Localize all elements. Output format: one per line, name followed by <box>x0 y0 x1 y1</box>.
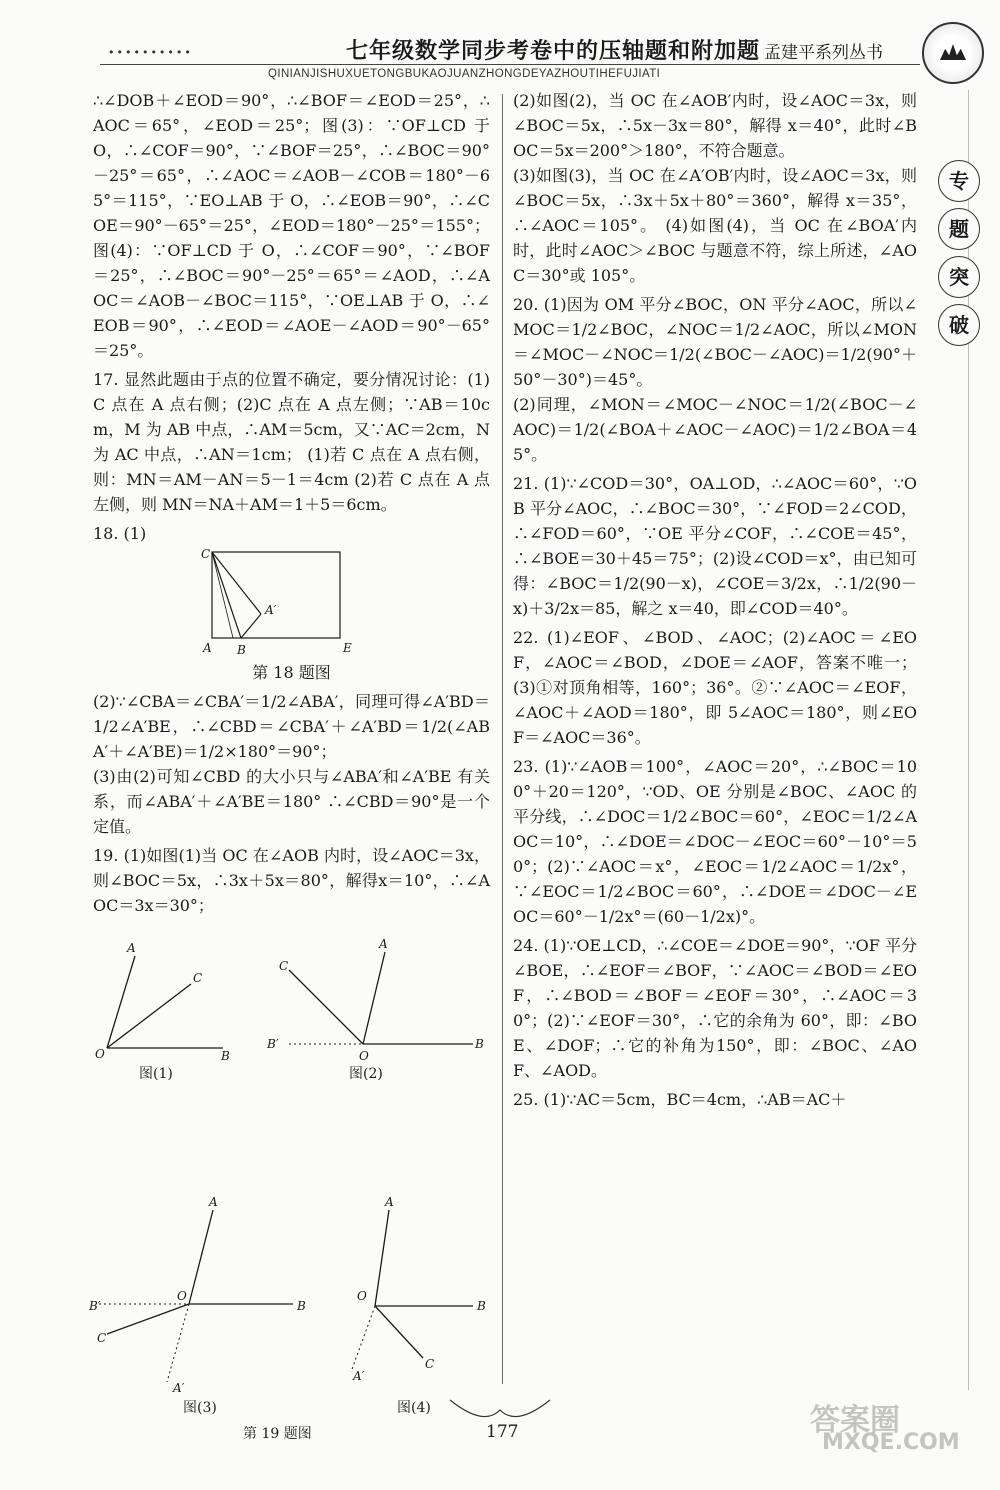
fig18-label-b: B <box>237 643 246 657</box>
fig19-4-label-c: C <box>425 1357 435 1371</box>
side-tag-2: 题 <box>938 208 980 250</box>
figure-19 <box>89 918 490 1490</box>
fig19-4-label-b: B <box>477 1299 486 1313</box>
fig18-label-a: A <box>203 641 212 655</box>
series-name: 孟建平系列丛书 <box>764 43 883 63</box>
answer-23: 23. (1)∵∠AOB＝100°，∠AOC＝20°，∴∠BOC＝100°＋20＝120°，∵OD、OE 分别是∠BOC、∠AOC 的平分线，∴∠DOC＝1/2∠BOC＝60°，∠EOC＝1/2∠AOC＝10°，∴∠DOE＝∠DOC－∠EOC＝60°－10°＝50°；(2)∵∠AOC＝x°，∠EOC＝1/2∠AOC＝1/2x°，∵∠EOC＝1/2∠BOC＝60°，∴∠DOE＝∠DOC－∠EOC＝60°－1/2x°＝(60－1/2x)°。 <box>513 757 917 926</box>
side-tag-1: 专 <box>938 160 980 202</box>
right-column <box>513 88 917 1112</box>
fig19-1-label-a: A <box>127 941 136 955</box>
answer-19: 19. (1)如图(1)当 OC 在∠AOB 内时，设∠AOC＝3x，则∠BOC＝5x，∴3x＋5x＝80°，解得x＝10°，∴∠AOC＝3x＝30°； <box>93 846 490 915</box>
answer-19-part3: (3)如图(3)，当 OC 在∠A′OB′内时，设∠AOC＝3x，则∠BOC＝5x，∴3x＋5x＋80°＝360°，解得 x＝35°，∴∠AOC＝105°。 (4)如图(4)，当 OC 在∠BOA′内时，此时∠AOC＞∠BOC 与题意不符，综上所述，∠AOC＝30°或 105°。 <box>513 166 917 285</box>
fig19-4-label-a: A <box>385 1195 394 1209</box>
figure-19-1 <box>95 941 230 1082</box>
fig19-4-caption: 图(4) <box>397 1400 431 1416</box>
answer-17: 17. 显然此题由于点的位置不确定，要分情况讨论：(1)C 点在 A 点右侧；(2)C 点在 A 点左侧；∵AB＝10cm，M 为 AB 中点，∴AM＝5cm，又∵AC＝2cm，N 为 AC 中点，∴AN＝1cm； (1)若 C 点在 A 点右侧，则：MN＝AM－AN＝5－1＝4cm (2)若 C 点在 A 点左侧，则 MN＝NA＋AM＝1＋5＝6cm。 <box>93 370 496 514</box>
book-title: 七年级数学同步考卷中的压轴题和附加题 <box>346 38 761 64</box>
answer-25: 25. (1)∵AC＝5cm，BC＝4cm，∴AB＝AC＋ <box>513 1090 847 1109</box>
answer-18-part2: (2)∵∠CBA＝∠CBA′＝1/2∠ABA′，同理可得∠A′BD＝1/2∠A′BE，∴∠CBD＝∠CBA′＋∠A′BD＝1/2(∠ABA′＋∠A′BE)＝1/2×180°＝90°； <box>93 692 490 761</box>
answer-16-continued: ∴∠DOB＋∠EOD＝90°，∴∠BOF＝∠EOD＝25°，∴AOC＝65°，∠EOD＝25°；图(3)：∵OF⊥CD 于 O，∴∠COF＝90°，∵∠BOF＝25°，∴∠BOC＝90°－25°＝65°，∴∠AOC＝∠AOB－∠COB＝180°－65°＝115°，∵EO⊥AB 于 O，∴∠EOB＝90°，∴∠COE＝90°－65°＝25°，∠EOD＝180°－25°＝155°；图(4)：∵OF⊥CD 于 O，∴∠COF＝90°，∵∠BOF＝25°，∴∠BOC＝90°－25°＝65°＝∠AOD，∴∠AOC＝∠AOB－∠BOC＝115°，∵OE⊥AB 于 O，∴∠EOB＝90°，∴∠EOD＝∠AOE－∠AOD＝90°－65°＝25°。 <box>93 91 496 360</box>
answer-20-part2: (2)同理，∠MON＝∠MOC－∠NOC＝1/2(∠BOC－∠AOC)＝1/2(∠BOA＋∠AOC－∠AOC)＝1/2∠BOA＝45°。 <box>513 395 917 464</box>
header-rule <box>100 64 920 65</box>
publisher-logo-icon <box>922 22 984 84</box>
fig19-2-label-c: C <box>279 959 289 973</box>
fig19-1-label-c: C <box>193 971 203 985</box>
fig19-3-label-a: A <box>209 1195 218 1209</box>
watermark-url: MXQE.COM <box>822 1430 960 1455</box>
fig18-label-e: E <box>343 641 352 655</box>
title-pinyin: QINIANJISHUXUETONGBUKAOJUANZHONGDEYAZHOUTIHEFUJIATI <box>268 68 661 80</box>
answer-19-part2: (2)如图(2)，当 OC 在∠AOB′内时，设∠AOC＝3x，则∠BOC＝5x，∴5x－3x＝80°，解得 x＝40°，此时∠BOC＝5x＝200°＞180°，不符合题意。 <box>513 91 917 160</box>
answer-24: 24. (1)∵OE⊥CD，∴∠COE＝∠DOE＝90°，∵OF 平分∠BOE，∴∠EOF＝∠BOF，∵∠AOC＝∠BOD＝∠EOF，∴∠BOD＝∠BOF＝∠EOF＝30°，∴∠AOC＝30°；(2)∵∠EOF＝30°，∴它的余角为 60°，即：∠BOE、∠DOF；∴它的补角为150°，即：∠BOC、∠AOF、∠AOD。 <box>513 936 917 1080</box>
side-tag-3: 突 <box>938 256 980 298</box>
fig19-1-label-b: B <box>221 1049 230 1063</box>
column-divider <box>502 94 503 1384</box>
side-tag-4: 破 <box>938 304 980 346</box>
fig19-3-label-a-prime: A′ <box>173 1381 185 1395</box>
page-header <box>0 0 1000 90</box>
answer-18-heading: 18. (1) <box>93 524 147 543</box>
fig19-3-label-c: C <box>97 1331 107 1345</box>
fig18-label-c: C <box>201 547 211 561</box>
fig19-4-label-a-prime: A′ <box>353 1369 365 1383</box>
fig19-3-caption: 图(3) <box>183 1400 217 1416</box>
fig18-label-a-prime: A′ <box>265 603 277 617</box>
fig19-3-label-b: B <box>297 1299 306 1313</box>
fig19-2-label-b-prime: B′ <box>267 1037 279 1051</box>
fig19-2-label-a: A <box>379 937 388 951</box>
left-column <box>89 88 496 1490</box>
figure-19-3 <box>88 1195 306 1416</box>
header-dots: •••••••••• <box>108 46 193 59</box>
answer-20: 20. (1)因为 OM 平分∠BOC，ON 平分∠AOC，所以∠MOC＝1/2∠BOC，∠NOC＝1/2∠AOC，所以∠MON＝∠MOC－∠NOC＝1/2(∠BOC－∠AOC)＝1/2(90°＋50°－30°)＝45°。 <box>513 295 917 389</box>
answer-21: 21. (1)∵∠COD＝30°，OA⊥OD，∴∠AOC＝60°，∵OB 平分∠AOC，∴∠BOC＝30°，∵∠FOD＝2∠COD，∴∠FOD＝60°，∵OE 平分∠COF，∴∠COE＝45°，∴∠BOE＝30＋45＝75°；(2)设∠COD＝x°，由已知可得：∠BOC＝1/2(90－x)，∠COE＝3/2x，∴1/2(90－x)＋3/2x＝85，解之 x＝40，即∠COD＝40°。 <box>513 474 917 618</box>
figure-19-caption: 第 19 题图 <box>243 1426 312 1442</box>
figure-19-4 <box>351 1195 486 1416</box>
fig19-2-label-o: O <box>359 1049 369 1063</box>
figure-18-caption: 第 18 题图 <box>252 663 331 682</box>
fig19-2-caption: 图(2) <box>349 1066 383 1082</box>
answer-18-part3: (3)由(2)可知∠CBD 的大小只与∠ABA′和∠A′BE 有关系，而∠ABA′＋∠A′BE＝180° ∴∠CBD＝90°是一个定值。 <box>93 767 490 836</box>
fig19-1-label-o: O <box>95 1047 105 1061</box>
watermark-text: 答案圈 <box>810 1403 900 1438</box>
figure-19-2 <box>266 937 484 1082</box>
fig19-3-label-o: O <box>177 1289 187 1303</box>
answer-22: 22. (1)∠EOF、∠BOD、∠AOC；(2)∠AOC＝∠EOF，∠AOC＝∠BOD，∠DOE＝∠AOF，答案不唯一；(3)①对顶角相等，160°；36°。②∵∠AOC＝∠EOF，∠AOC＋∠AOD＝180°，即 5∠AOC＝180°，则∠EOF＝∠AOC＝36°。 <box>513 628 917 747</box>
figure-18 <box>93 546 490 658</box>
fig19-4-label-o: O <box>357 1289 367 1303</box>
fig19-3-label-b-prime: B′ <box>89 1299 101 1313</box>
fig19-1-caption: 图(1) <box>139 1066 173 1082</box>
fig19-2-label-b: B <box>475 1037 484 1051</box>
page-number: 177 <box>486 1422 519 1442</box>
